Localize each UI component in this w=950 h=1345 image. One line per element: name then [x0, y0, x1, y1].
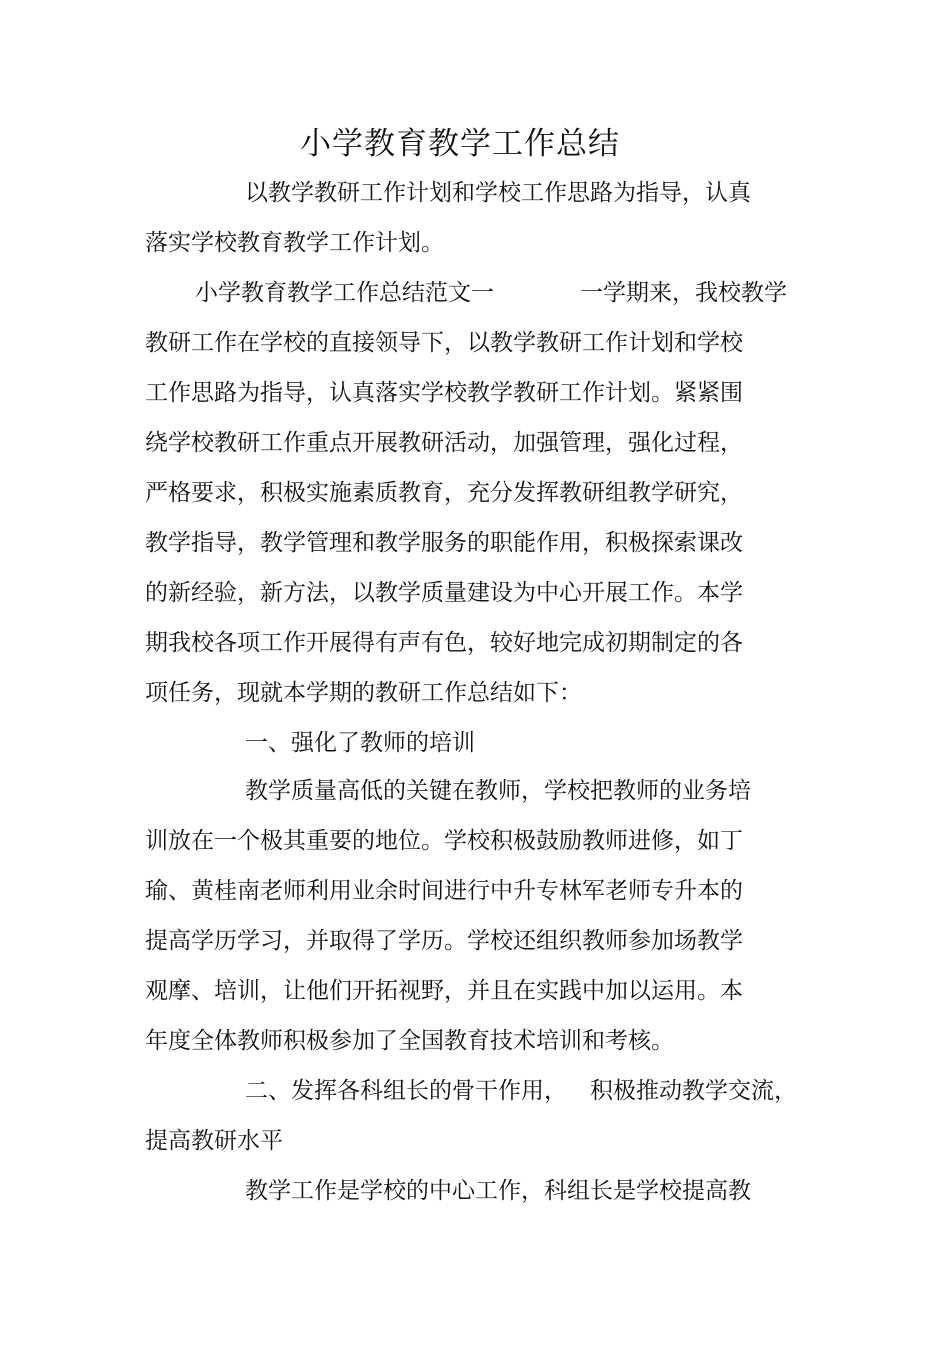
paragraph-line: 的新经验，新方法，以教学质量建设为中心开展工作。本学 — [145, 580, 743, 606]
section-heading: 小学教育教学工作总结范文一 — [195, 280, 494, 306]
section-heading: 一、强化了教师的培训 — [245, 730, 475, 756]
section-heading: 二、发挥各科组长的骨干作用， — [245, 1078, 567, 1104]
paragraph-line: 训放在一个极其重要的地位。学校积极鼓励教师进修，如丁 — [145, 828, 743, 854]
paragraph-line: 严格要求，积极实施素质教育，充分发挥教研组教学研究， — [145, 480, 743, 506]
section-heading: 提高教研水平 — [145, 1128, 283, 1154]
paragraph-line: 落实学校教育教学工作计划。 — [145, 230, 444, 256]
paragraph-line: 工作思路为指导，认真落实学校教学教研工作计划。紧紧围 — [145, 380, 743, 406]
paragraph-line: 项任务，现就本学期的教研工作总结如下： — [145, 680, 582, 706]
paragraph-line: 观摩、培训，让他们开拓视野，并且在实践中加以运用。本 — [145, 978, 743, 1004]
paragraph-line: 教学质量高低的关键在教师，学校把教师的业务培 — [245, 778, 751, 804]
paragraph-line: 教学工作是学校的中心工作，科组长是学校提高教 — [245, 1178, 751, 1204]
paragraph-line: 瑜、黄桂南老师利用业余时间进行中升专林军老师专升本的 — [145, 878, 743, 904]
page-title: 小学教育教学工作总结 — [300, 126, 620, 162]
paragraph-line: 期我校各项工作开展得有声有色，较好地完成初期制定的各 — [145, 630, 743, 656]
section-heading: 积极推动教学交流， — [590, 1078, 797, 1104]
paragraph-line: 年度全体教师积极参加了全国教育技术培训和考核。 — [145, 1028, 674, 1054]
paragraph-line: 一学期来，我校教学 — [580, 280, 787, 306]
paragraph-line: 教研工作在学校的直接领导下，以教学教研工作计划和学校 — [145, 330, 743, 356]
paragraph-line: 教学指导，教学管理和教学服务的职能作用，积极探索课改 — [145, 530, 743, 556]
paragraph-line: 提高学历学习，并取得了学历。学校还组织教师参加场教学 — [145, 928, 743, 954]
paragraph-line: 以教学教研工作计划和学校工作思路为指导，认真 — [245, 180, 751, 206]
paragraph-line: 绕学校教研工作重点开展教研活动，加强管理，强化过程， — [145, 430, 743, 456]
